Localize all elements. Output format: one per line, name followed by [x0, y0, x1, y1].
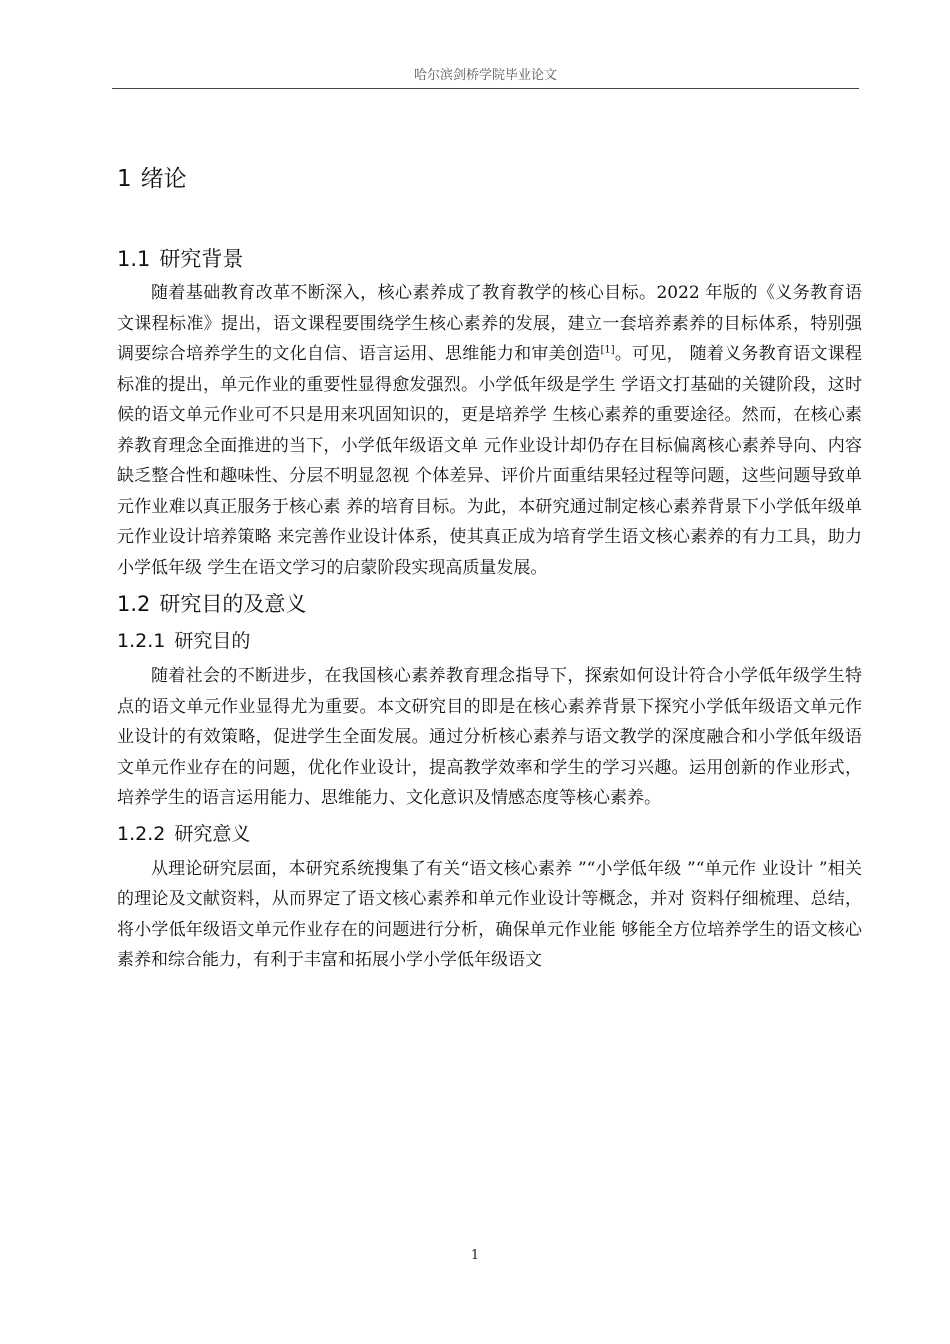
page-number: 1 [470, 1248, 480, 1263]
chapter-heading [117, 160, 862, 198]
subsection-number: 1.2.2 [117, 822, 166, 845]
background-text: 随着基础教育改革不断深入，核心素养成了教育教学的核心目标。2022 年版的《义务教育语文课程标准》提出，语文课程要围绕学生核心素养的发展，建立一套培养素养的目标体系，特别强调要综合培养学生的文化自信、语言运用、思维能力和审美创造 [117, 283, 862, 364]
section-number: 1.2 [117, 592, 151, 616]
section-heading-1-1 [117, 242, 862, 276]
subsection-title: 研究目的 [174, 630, 251, 652]
running-header: 哈尔滨剑桥学院毕业论文 [413, 68, 557, 83]
citation-marker: [1] [600, 344, 615, 356]
background-paragraph [117, 278, 862, 583]
significance-paragraph: 从理论研究层面，本研究系统搜集了有关“语文核心素养 ”“小学低年级 ”“单元作 业设计 ”相关的理论及文献资料，从而界定了语文核心素养和单元作业设计等概念，并对 资料仔细梳理、总结，将小学低年级语文单元作业存在的问题进行分析，确保单元作业能 够能全方位培养学生的语文核心素养和综合能力，有利于丰富和拓展小学小学低年级语文 [117, 858, 862, 970]
section-number: 1.1 [117, 247, 151, 271]
chapter-title: 绪论 [140, 166, 187, 192]
subsection-heading-1-2-2 [117, 818, 862, 850]
section-title: 研究背景 [159, 247, 244, 271]
page-body [117, 160, 862, 976]
header-rule [112, 88, 859, 89]
background-text-cont: 。可见， 随着义务教育语文课程标准的提出，单元作业的重要性显得愈发强烈。小学低年级是学生 学语文打基础的关键阶段，这时候的语文单元作业可不只是用来巩固知识的，更是培养学 生核心素养的重要途径。然而，在核心素养教育理念全面推进的当下，小学低年级语文单 元作业设计却仍存在目标偏离核心素养导向、内容缺乏整合性和趣味性、分层不明显忽视 个体差异、评价片面重结果轻过程等问题，这些问题导致单元作业难以真正服务于核心素 养的培育目标。为此，本研究通过制定核心素养背景下小学低年级单元作业设计培养策略 来完善作业设计体系，使其真正成为培育学生语文核心素养的有力工具，助力小学低年级 学生在语文学习的启蒙阶段实现高质量发展。 [117, 344, 862, 578]
chapter-number: 1 [117, 166, 132, 192]
subsection-heading-1-2-1 [117, 625, 862, 657]
subsection-number: 1.2.1 [117, 630, 166, 652]
purpose-paragraph: 随着社会的不断进步，在我国核心素养教育理念指导下，探索如何设计符合小学低年级学生特点的语文单元作业显得尤为重要。本文研究目的即是在核心素养背景下探究小学低年级语文单元作业设计的有效策略，促进学生全面发展。通过分析核心素养与语文教学的深度融合和小学低年级语文单元作业存在的问题，优化作业设计，提高教学效率和学生的学习兴趣。运用创新的作业形式，培养学生的语言运用能力、思维能力、文化意识及情感态度等核心素养。 [117, 666, 862, 808]
section-heading-1-2 [117, 587, 862, 621]
subsection-title: 研究意义 [174, 822, 251, 845]
section-title: 研究目的及意义 [159, 592, 307, 616]
